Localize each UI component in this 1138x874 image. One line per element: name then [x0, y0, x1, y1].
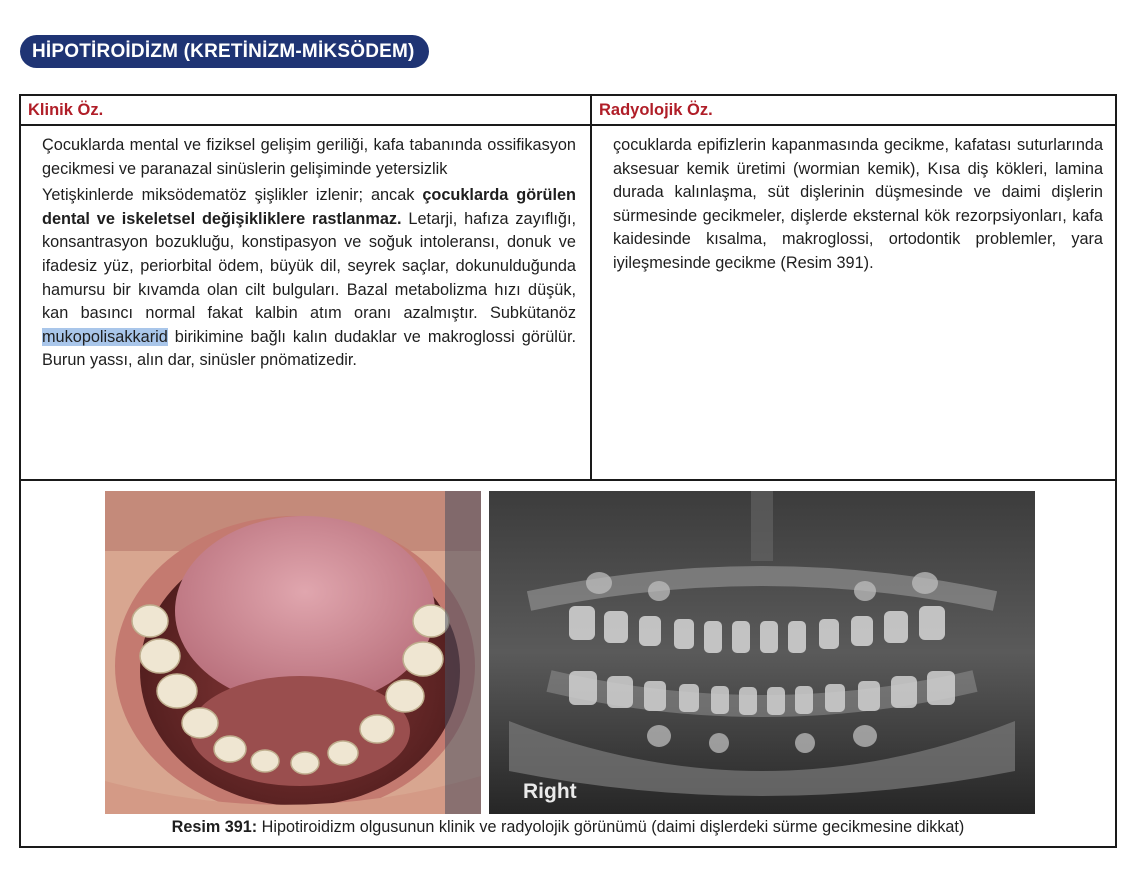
mouth-illustration	[105, 491, 481, 814]
clinical-paragraph-2	[42, 184, 576, 373]
section-title: HİPOTİROİDİZM (KRETİNİZM-MİKSÖDEM)	[20, 35, 429, 68]
figure-caption	[21, 818, 1115, 837]
table-header-row	[21, 96, 1115, 126]
row-divider	[21, 479, 1115, 481]
clinical-mouth-photo	[105, 491, 481, 814]
caption-label: Resim 391:	[171, 818, 258, 836]
clinical-text-bold: çocuklarda görülen dental ve iskeletsel değişikliklere rastlanmaz.	[42, 186, 576, 228]
clinical-paragraph-1: Çocuklarda mental ve fiziksel gelişim geriliği, kafa tabanında ossifikasyon gecikmesi ve paranazal sinüslerin gelişiminde yetersizlik	[42, 136, 576, 178]
radiological-paragraph: çocuklarda epifizlerin kapanmasında gecikme, kafatası suturlarında aksesuar kemik üretimi (wormian kemik), Kısa diş kökleri, lamina durada kalınlaşma, süt dişlerinin düşmesinde ve daimi dişlerin sürmesinde gecikmeler, dişlerde eksternal kök rezorpsiyonları, kafa kaidesinde kısalma, makroglossi, ortodontik problemler, yara iyileşmesinde gecikme (Resim 391).	[613, 136, 1103, 272]
info-table	[19, 94, 1117, 848]
clinical-text-b: Letarji, hafıza zayıflığı, konsantrasyon bozukluğu, konstipasyon ve soğuk intoleransı, donuk ve ifadesiz yüz, periorbital ödem, büyük dil, seyrek saçlar, dokunulduğunda hamursu bir kıvamda olan cilt bulguları. Bazal metabolizma hızı düşük, kan basıncı normal fakat kalbin atım oranı azalmıştır. Subkütanöz	[42, 209, 576, 323]
xray-illustration	[489, 491, 1035, 814]
clinical-text-a: Yetişkinlerde miksödematöz şişlikler izlenir; ancak	[42, 186, 423, 205]
clinical-text-c: birikimine bağlı kalın dudaklar ve makroglossi görülür. Burun yassı, alın dar, sinüsler pnömatizedir.	[42, 327, 576, 370]
radiological-text	[613, 134, 1103, 279]
clinical-header: Klinik Öz.	[28, 101, 104, 119]
panoramic-xray	[489, 491, 1035, 814]
clinical-text	[42, 134, 576, 376]
radiological-header: Radyolojik Öz.	[599, 101, 713, 119]
highlighted-term[interactable]: mukopolisakkarid	[42, 327, 168, 346]
xray-side-label: Right	[523, 780, 577, 803]
caption-text: Hipotiroidizm olgusunun klinik ve radyolojik görünümü (daimi dişlerdeki sürme gecikmesine dikkat)	[257, 818, 965, 836]
column-divider	[590, 96, 592, 479]
